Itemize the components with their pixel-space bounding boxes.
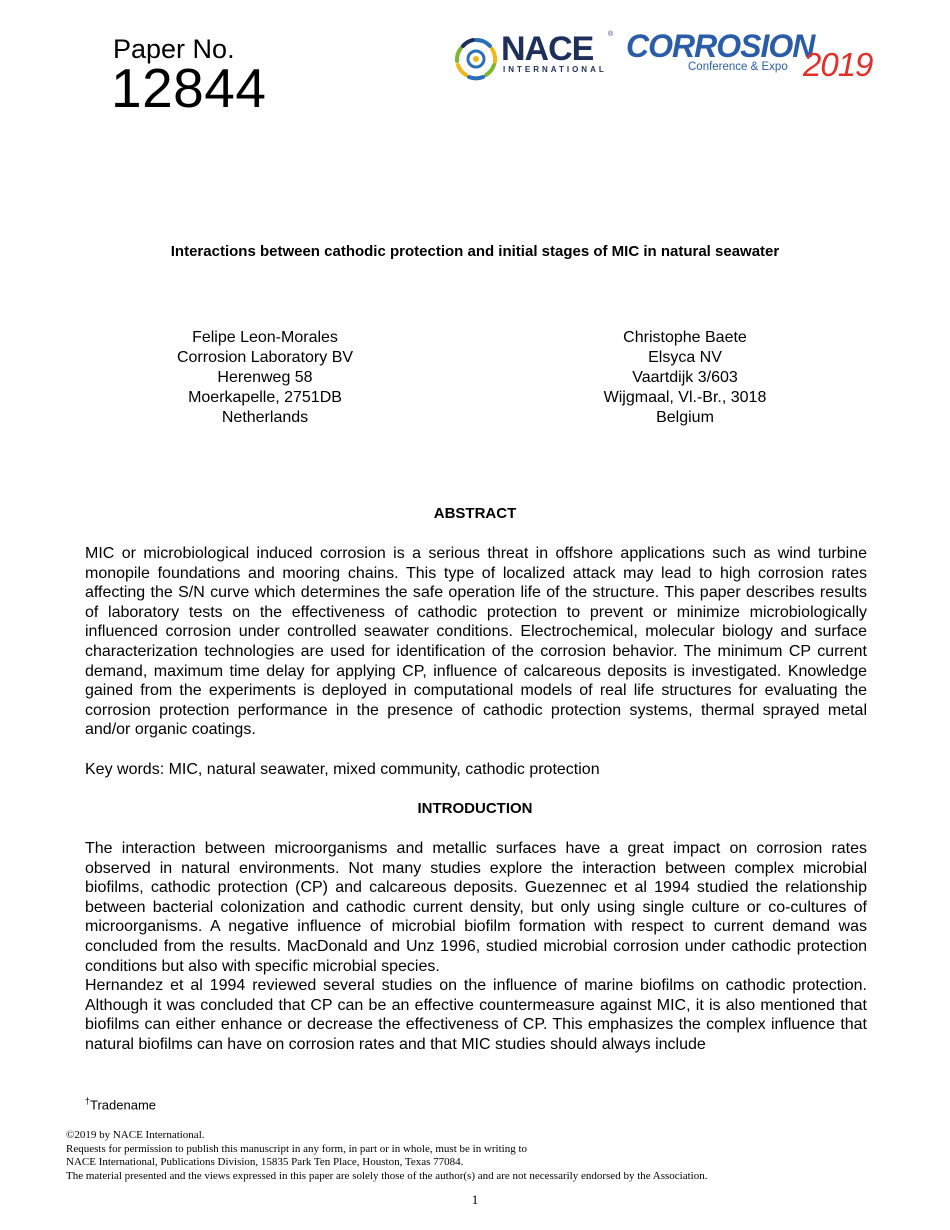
introduction-paragraph: The interaction between microorganisms and metallic surfaces have a great impact on corrosion rates observed in natural environments. Not many studies explore the interaction between complex microbial biofilms, cathodic protection (CP) and calcareous deposits. Guezennec et al 1994 studied the relationship between bacterial colonization and cathodic current density, but only using single culture or co-cultures of microorganisms. A negative influence of microbial biofilm formation with respect to current demand was concluded from the results. MacDonald and Unz 1996, studied microbial corrosion under cathodic protection conditions but also with specific microbial species.: [85, 840, 867, 975]
author-name: Felipe Leon-Morales: [192, 329, 338, 346]
introduction-heading: INTRODUCTION: [417, 800, 533, 817]
introduction-paragraph: Hernandez et al 1994 reviewed several studies on the influence of marine biofilms on cathodic protection. Although it was concluded that CP can be an effective countermeasure against MIC, it is also mentioned that biofilms can either enhance or decrease the effectiveness of CP. This emphasizes the complex influence that natural biofilms can have on corrosion rates and that MIC studies should always include: [85, 977, 867, 1053]
disclaimer-line: The material presented and the views expressed in this paper are solely those of the author(s) and are not necessarily endorsed by the Association.: [66, 1169, 708, 1182]
nace-logo: [453, 30, 615, 80]
author-street: Vaartdijk 3/603: [632, 369, 738, 386]
paper-number-label: Paper No.: [113, 34, 235, 64]
page-number: 1: [471, 1192, 479, 1207]
keywords-line: Key words: MIC, natural seawater, mixed community, cathodic protection: [85, 761, 600, 778]
paper-title: Interactions between cathodic protection and initial stages of MIC in natural seawater: [170, 243, 780, 260]
conference-expo-label: Conference & Expo: [688, 61, 788, 73]
author-block: [505, 328, 865, 428]
author-organization: Elsyca NV: [648, 349, 722, 366]
nace-wordmark: NACE: [501, 30, 594, 68]
nace-globe-icon: [453, 36, 499, 82]
tradename-text: Tradename: [90, 1097, 157, 1113]
abstract-paragraph: MIC or microbiological induced corrosion is a serious threat in offshore applications such as wind turbine monopile foundations and mooring chains. This type of localized attack may lead to high corrosion rates affecting the S/N curve which determines the safe operation life of the structure. This paper describes results of laboratory tests on the effectiveness of cathodic protection to prevent or minimize microbiologically influenced corrosion under controlled seawater conditions. Electrochemical, molecular biology and surface characterization technologies are used for identification of the corrosion behavior. The minimum CP current demand, maximum time delay for applying CP, influence of calcareous deposits is investigated. Knowledge gained from the experiments is deployed in computational models of real life structures for evaluating the corrosion protection performance in the presence of cathodic protection systems, thermal sprayed metal and/or organic coatings.: [85, 545, 867, 739]
dagger-mark: †: [85, 1096, 91, 1106]
corrosion-wordmark: CORROSION: [626, 28, 815, 64]
author-country: Netherlands: [221, 409, 309, 426]
abstract-heading: ABSTRACT: [433, 505, 517, 522]
nace-subtitle: INTERNATIONAL: [503, 65, 607, 74]
copyright-line: ©2019 by NACE International.: [66, 1129, 205, 1141]
author-street: Herenweg 58: [217, 369, 313, 386]
author-organization: Corrosion Laboratory BV: [176, 349, 354, 366]
author-name: Christophe Baete: [623, 329, 747, 346]
copyright-footer: [66, 1129, 707, 1183]
author-block: [85, 328, 445, 428]
author-city: Moerkapelle, 2751DB: [188, 389, 342, 406]
address-line: NACE International, Publications Division, 15835 Park Ten Place, Houston, Texas 77084.: [66, 1156, 464, 1168]
corrosion-2019-logo: [626, 28, 886, 88]
author-city: Wijgmaal, Vl.-Br., 3018: [603, 389, 767, 406]
tradename-footnote: [85, 1096, 156, 1112]
paper-number: 12844: [111, 57, 267, 119]
permission-line: Requests for permission to publish this manuscript in any form, in part or in whole, must be in writing to: [66, 1142, 528, 1155]
registered-mark: ®: [608, 31, 614, 38]
corrosion-year: 2019: [803, 46, 873, 83]
author-country: Belgium: [656, 409, 714, 426]
